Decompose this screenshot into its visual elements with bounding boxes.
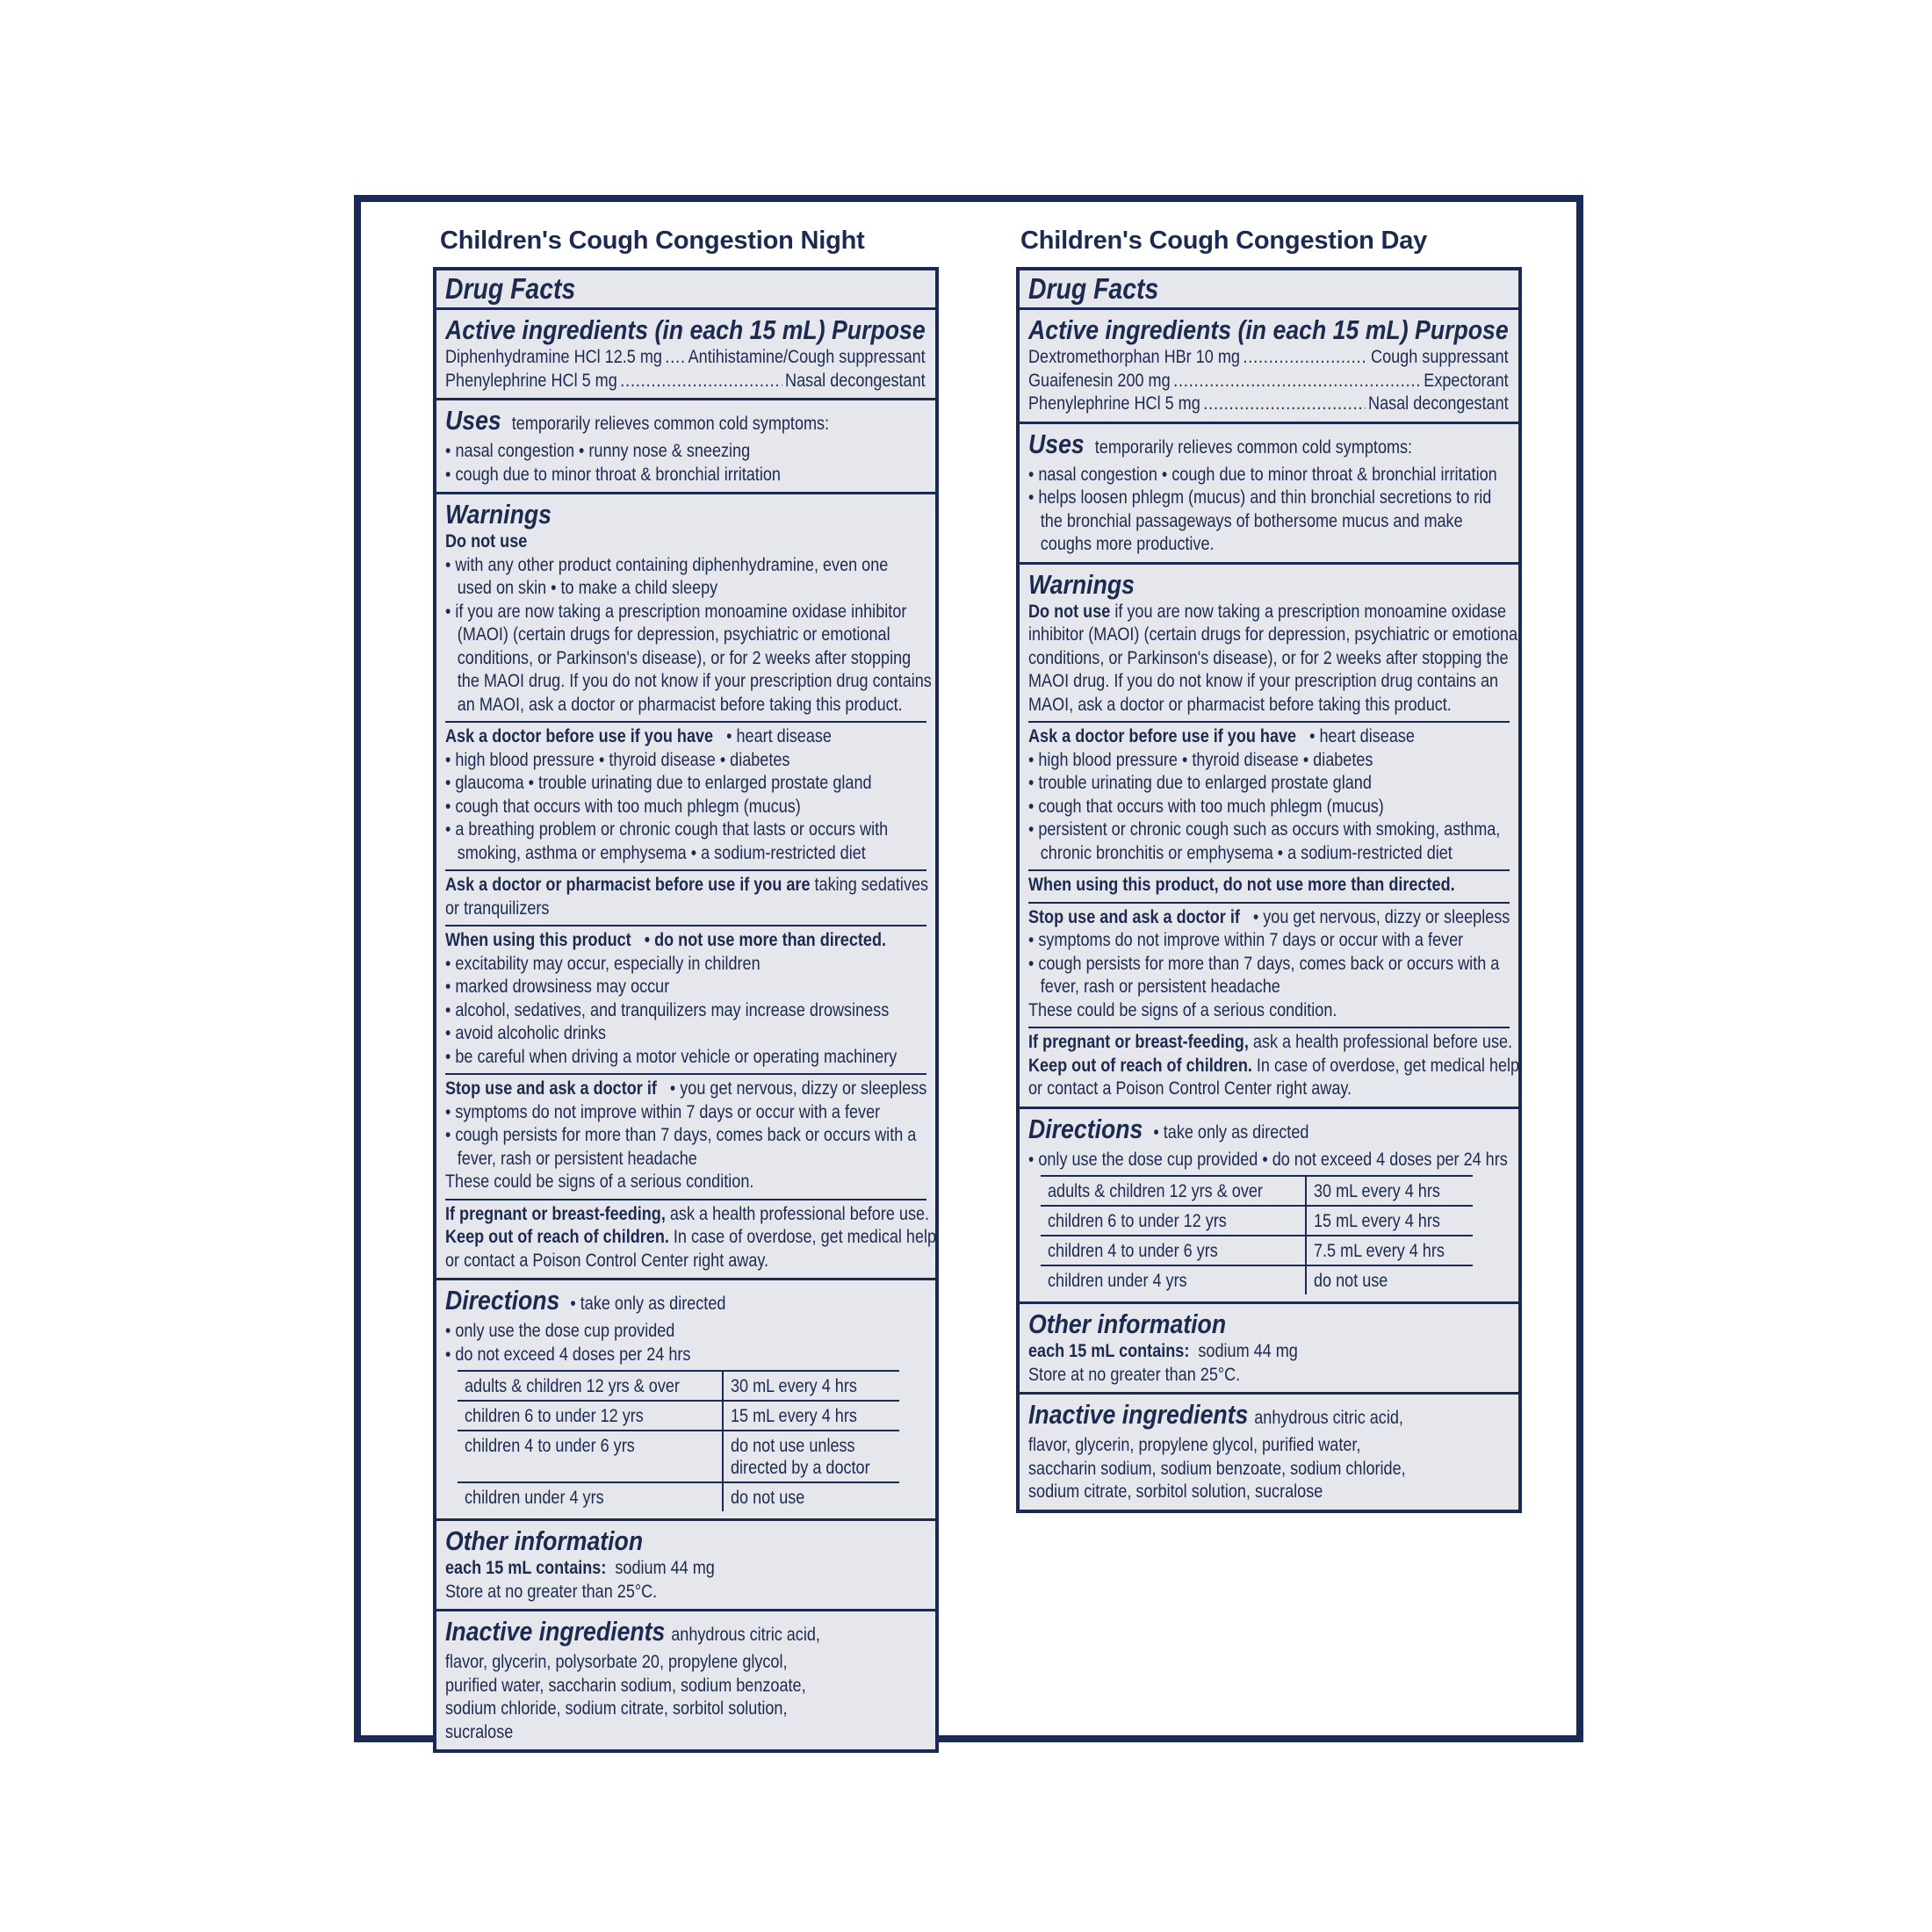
day-product-title: Children's Cough Congestion Day — [1020, 227, 1428, 255]
day-pregnant-block — [1028, 1027, 1520, 1101]
night-uses-line: • nasal congestion • runny nose & sneezing — [445, 440, 926, 464]
night-stop-use-heading: Stop use and ask a doctor if — [445, 1078, 657, 1099]
day-active-heading-row — [1028, 314, 1509, 346]
night-when-using-line: • avoid alcoholic drinks — [445, 1023, 607, 1043]
night-active-heading: Active ingredients (in each 15 mL) — [445, 314, 825, 345]
day-do-not-use-line: MAOI, ask a doctor or pharmacist before taking this product. — [1028, 694, 1452, 715]
night-ingredient-name: Phenylephrine HCl 5 mg — [445, 370, 617, 391]
night-stop-use-line: fever, rash or persistent headache — [457, 1148, 697, 1169]
night-ingredient-purpose: Nasal decongestant — [785, 370, 926, 391]
day-stop-use-line: These could be signs of a serious condition. — [1028, 999, 1337, 1020]
day-uses-line: • helps loosen phlegm (mucus) and thin bronchial secretions to rid — [1028, 487, 1492, 508]
day-uses-line: • nasal congestion • cough due to minor throat & bronchial irritation — [1028, 464, 1497, 485]
night-inactive-line: flavor, glycerin, polysorbate 20, propylene glycol, — [445, 1652, 788, 1672]
day-leader-dots — [1203, 393, 1365, 416]
night-ask-pharmacist-line: or tranquilizers — [445, 898, 550, 919]
night-leader-dots — [620, 370, 782, 393]
day-ask-doctor-block — [1028, 721, 1510, 865]
day-other-info-text: sodium 44 mg — [1198, 1341, 1298, 1361]
table-row — [1041, 1265, 1473, 1294]
day-inactive-line: flavor, glycerin, propylene glycol, purified water, — [1028, 1435, 1361, 1455]
night-other-info-text: sodium 44 mg — [615, 1558, 715, 1578]
night-when-using-line: • alcohol, sedatives, and tranquilizers may increase drowsiness — [445, 999, 890, 1020]
table-row — [1041, 1206, 1473, 1236]
day-uses-section — [1020, 422, 1518, 562]
day-ingredient-name: Dextromethorphan HBr 10 mg — [1028, 347, 1240, 367]
day-warnings-section — [1020, 562, 1522, 1107]
table-row — [1041, 1236, 1473, 1265]
night-do-not-use-line: (MAOI) (certain drugs for depression, psychiatric or emotional — [457, 624, 890, 645]
dose-age-cell: adults & children 12 yrs & over — [1041, 1176, 1306, 1206]
night-directions-line: • do not exceed 4 doses per 24 hrs — [445, 1344, 691, 1365]
night-uses-intro: temporarily relieves common cold symptoms: — [511, 414, 830, 434]
day-leader-dots — [1243, 346, 1367, 370]
night-inactive-row — [445, 1616, 926, 1651]
night-pregnant-block — [445, 1199, 937, 1273]
day-drug-facts-title: Drug Facts — [1028, 272, 1159, 305]
dose-amount-cell: 15 mL every 4 hrs — [1306, 1206, 1473, 1236]
night-inactive-line: sodium chloride, sodium citrate, sorbitol solution, — [445, 1698, 788, 1719]
night-directions-line: • only use the dose cup provided — [445, 1321, 675, 1341]
night-stop-use-line: • cough persists for more than 7 days, comes back or occurs with a — [445, 1125, 917, 1145]
night-stop-use-first: • you get nervous, dizzy or sleepless — [669, 1078, 927, 1099]
day-do-not-use-heading: Do not use — [1028, 601, 1111, 622]
day-ingredient-purpose: Cough suppressant — [1371, 347, 1509, 367]
night-stop-use-line: These could be signs of a serious condition. — [445, 1171, 754, 1192]
night-inactive-first: anhydrous citric acid, — [671, 1625, 820, 1645]
day-directions-row — [1028, 1114, 1509, 1149]
night-ask-doctor-line: smoking, asthma or emphysema • a sodium-restricted diet — [457, 842, 866, 863]
night-other-info-bold: each 15 mL contains: — [445, 1558, 607, 1578]
dose-amount-cell: do not use — [730, 1488, 805, 1508]
day-when-using-heading: When using this product, do not use more than directed. — [1028, 875, 1455, 895]
day-keep-out-text: In case of overdose, get medical help — [1256, 1055, 1520, 1076]
dose-age-cell: children 4 to under 6 yrs — [458, 1431, 723, 1482]
night-ingredient-row — [445, 346, 926, 370]
day-pregnant-text: ask a health professional before use. — [1252, 1032, 1513, 1052]
day-stop-use-first: • you get nervous, dizzy or sleepless — [1252, 906, 1510, 927]
dose-amount-cell: 30 mL every 4 hrs — [723, 1371, 899, 1401]
night-drug-facts-panel — [433, 267, 939, 1753]
table-row — [458, 1401, 899, 1431]
dose-amount-cell: 7.5 mL every 4 hrs — [1306, 1236, 1473, 1265]
dose-age-cell: children under 4 yrs — [458, 1482, 723, 1511]
day-ingredient-purpose: Expectorant — [1424, 370, 1509, 391]
day-keep-out-heading: Keep out of reach of children. — [1028, 1055, 1252, 1076]
night-other-info-line: Store at no greater than 25°C. — [445, 1581, 658, 1602]
day-inactive-first: anhydrous citric acid, — [1254, 1408, 1403, 1428]
day-stop-use-line: • cough persists for more than 7 days, comes back or occurs with a — [1028, 953, 1500, 974]
night-ask-pharmacist-text: taking sedatives — [814, 875, 929, 895]
day-ask-doctor-line: • persistent or chronic cough such as occurs with smoking, asthma, — [1028, 819, 1501, 840]
table-row — [458, 1371, 899, 1401]
day-active-heading: Active ingredients (in each 15 mL) — [1028, 314, 1409, 345]
dose-age-cell: adults & children 12 yrs & over — [458, 1371, 723, 1401]
day-keep-out-line: or contact a Poison Control Center right away. — [1028, 1078, 1352, 1099]
label-frame — [354, 195, 1583, 1742]
night-directions-section — [436, 1278, 935, 1518]
day-dose-table — [1041, 1175, 1473, 1294]
day-uses-row — [1028, 429, 1509, 464]
night-ask-doctor-line: • high blood pressure • thyroid disease • diabetes — [445, 749, 790, 770]
night-ask-pharmacist-block — [445, 869, 929, 920]
dose-amount-cell: do not use — [1313, 1271, 1388, 1291]
day-other-info-bold: each 15 mL contains: — [1028, 1341, 1190, 1361]
night-ask-pharmacist-heading: Ask a doctor or pharmacist before use if you are — [445, 875, 811, 895]
day-inactive-heading: Inactive ingredients — [1028, 1399, 1249, 1430]
day-ingredient-purpose: Nasal decongestant — [1368, 393, 1509, 414]
day-ask-doctor-line: chronic bronchitis or emphysema • a sodium-restricted diet — [1040, 842, 1453, 863]
night-ask-doctor-block — [445, 721, 926, 865]
day-uses-line: the bronchial passageways of bothersome mucus and make — [1040, 510, 1463, 531]
night-when-using-block — [445, 925, 926, 1069]
day-ingredient-row — [1028, 346, 1509, 370]
day-drug-facts-header — [1020, 270, 1518, 307]
table-row — [458, 1482, 899, 1511]
night-inactive-section — [436, 1609, 935, 1749]
night-directions-intro: • take only as directed — [570, 1294, 726, 1314]
night-do-not-use-heading: Do not use — [445, 531, 528, 551]
night-active-heading-row — [445, 314, 926, 346]
day-inactive-line: sodium citrate, sorbitol solution, sucralose — [1028, 1481, 1323, 1502]
night-active-ingredients-section — [436, 307, 935, 398]
night-do-not-use-line: • with any other product containing diphenhydramine, even one — [445, 554, 889, 575]
day-do-not-use-line: inhibitor (MAOI) (certain drugs for depression, psychiatric or emotional — [1028, 624, 1522, 645]
night-inactive-line: sucralose — [445, 1721, 514, 1742]
night-directions-row — [445, 1285, 926, 1320]
night-uses-heading: Uses — [445, 405, 501, 436]
day-inactive-row — [1028, 1399, 1509, 1434]
dose-age-cell: children 4 to under 6 yrs — [1041, 1236, 1306, 1265]
dose-amount-cell: 15 mL every 4 hrs — [723, 1401, 899, 1431]
night-other-info-heading: Other information — [445, 1525, 644, 1556]
night-drug-facts-header — [436, 270, 935, 307]
night-keep-out-heading: Keep out of reach of children. — [445, 1227, 669, 1247]
day-stop-use-line: fever, rash or persistent headache — [1040, 977, 1280, 997]
day-ask-doctor-line: • cough that occurs with too much phlegm (mucus) — [1028, 796, 1384, 817]
night-leader-dots — [665, 346, 685, 370]
night-purpose-heading: Purpose — [832, 314, 926, 345]
night-directions-heading: Directions — [445, 1285, 560, 1316]
night-ask-doctor-heading: Ask a doctor before use if you have — [445, 726, 714, 746]
day-ask-doctor-line: • trouble urinating due to enlarged prostate gland — [1028, 773, 1372, 793]
day-other-info-line: Store at no greater than 25°C. — [1028, 1364, 1241, 1385]
day-do-not-use-text: if you are now taking a prescription monoamine oxidase — [1114, 601, 1507, 622]
day-drug-facts-panel — [1016, 267, 1522, 1513]
day-warnings-heading: Warnings — [1028, 568, 1135, 600]
day-uses-line: coughs more productive. — [1040, 534, 1215, 554]
day-ask-doctor-first: • heart disease — [1309, 726, 1415, 746]
day-purpose-heading: Purpose — [1415, 314, 1509, 345]
night-ingredient-name: Diphenhydramine HCl 12.5 mg — [445, 347, 662, 367]
table-row — [458, 1431, 899, 1482]
day-directions-line: • only use the dose cup provided • do not exceed 4 doses per 24 hrs — [1028, 1149, 1508, 1170]
night-inactive-heading: Inactive ingredients — [445, 1616, 666, 1647]
day-ingredient-row — [1028, 393, 1509, 416]
day-when-using-block — [1028, 869, 1510, 898]
day-ingredient-row — [1028, 370, 1509, 393]
night-pregnant-text: ask a health professional before use. — [669, 1203, 930, 1224]
night-uses-section — [436, 398, 935, 492]
day-other-info-section — [1020, 1301, 1518, 1392]
dose-age-cell: children 6 to under 12 yrs — [1041, 1206, 1306, 1236]
day-inactive-line: saccharin sodium, sodium benzoate, sodium chloride, — [1028, 1458, 1406, 1479]
day-ask-doctor-heading: Ask a doctor before use if you have — [1028, 726, 1297, 746]
day-leader-dots — [1173, 370, 1421, 393]
night-other-info-section — [436, 1518, 935, 1609]
night-do-not-use-line: used on skin • to make a child sleepy — [457, 578, 718, 598]
night-when-using-bold: • do not use more than directed. — [644, 930, 887, 950]
day-directions-heading: Directions — [1028, 1113, 1143, 1144]
night-ask-doctor-line: • cough that occurs with too much phlegm (mucus) — [445, 796, 801, 817]
night-stop-use-block — [445, 1073, 926, 1194]
day-inactive-section — [1020, 1392, 1518, 1510]
dose-age-cell: children under 4 yrs — [1041, 1265, 1306, 1294]
day-active-ingredients-section — [1020, 307, 1518, 422]
night-keep-out-text: In case of overdose, get medical help — [673, 1227, 937, 1247]
night-keep-out-line: or contact a Poison Control Center right away. — [445, 1250, 769, 1271]
dose-amount-cell: 30 mL every 4 hrs — [1306, 1176, 1473, 1206]
dose-amount-cell: do not use unless directed by a doctor — [723, 1431, 899, 1482]
night-inactive-line: purified water, saccharin sodium, sodium benzoate, — [445, 1675, 806, 1696]
day-do-not-use-line: conditions, or Parkinson's disease), or for 2 weeks after stopping the — [1028, 647, 1509, 668]
night-warnings-heading: Warnings — [445, 499, 551, 530]
night-ingredient-row — [445, 370, 926, 393]
night-ask-doctor-line: • glaucoma • trouble urinating due to enlarged prostate gland — [445, 773, 872, 793]
day-do-not-use-line: MAOI drug. If you do not know if your prescription drug contains an — [1028, 671, 1499, 691]
day-directions-intro: • take only as directed — [1153, 1121, 1309, 1143]
night-uses-line: • cough due to minor throat & bronchial irritation — [445, 464, 926, 487]
day-uses-intro: temporarily relieves common cold symptoms: — [1094, 436, 1413, 458]
night-do-not-use-line: an MAOI, ask a doctor or pharmacist before taking this product. — [457, 694, 903, 715]
night-when-using-line: • be careful when driving a motor vehicle or operating machinery — [445, 1046, 898, 1067]
night-uses-row — [445, 405, 926, 440]
day-directions-section — [1020, 1107, 1518, 1302]
day-stop-use-heading: Stop use and ask a doctor if — [1028, 906, 1240, 927]
night-do-not-use-line: the MAOI drug. If you do not know if your prescription drug contains — [457, 671, 932, 691]
night-ask-doctor-first: • heart disease — [726, 726, 832, 746]
night-drug-facts-title: Drug Facts — [445, 272, 576, 305]
night-stop-use-line: • symptoms do not improve within 7 days or occur with a fever — [445, 1101, 881, 1122]
day-ask-doctor-line: • high blood pressure • thyroid disease • diabetes — [1028, 749, 1373, 770]
night-do-not-use-line: conditions, or Parkinson's disease), or for 2 weeks after stopping — [457, 647, 912, 668]
table-row — [1041, 1176, 1473, 1206]
night-pregnant-heading: If pregnant or breast-feeding, — [445, 1203, 666, 1224]
dose-age-cell: children 6 to under 12 yrs — [458, 1401, 723, 1431]
day-other-info-heading: Other information — [1028, 1308, 1227, 1339]
day-stop-use-block — [1028, 902, 1510, 1023]
day-ingredient-name: Guaifenesin 200 mg — [1028, 370, 1171, 391]
day-pregnant-heading: If pregnant or breast-feeding, — [1028, 1032, 1249, 1052]
night-when-using-line: • excitability may occur, especially in children — [445, 953, 761, 974]
day-uses-heading: Uses — [1028, 428, 1085, 459]
night-when-using-heading: When using this product — [445, 930, 631, 950]
night-dose-table — [458, 1370, 899, 1511]
night-product-title: Children's Cough Congestion Night — [440, 227, 865, 255]
day-stop-use-line: • symptoms do not improve within 7 days or occur with a fever — [1028, 930, 1464, 950]
day-ingredient-name: Phenylephrine HCl 5 mg — [1028, 393, 1200, 414]
night-warnings-section — [436, 492, 935, 1278]
night-when-using-line: • marked drowsiness may occur — [445, 977, 670, 997]
night-do-not-use-line: • if you are now taking a prescription monoamine oxidase inhibitor — [445, 601, 907, 622]
night-ingredient-purpose: Antihistamine/Cough suppressant — [688, 347, 926, 367]
night-ask-doctor-line: • a breathing problem or chronic cough that lasts or occurs with — [445, 819, 889, 840]
